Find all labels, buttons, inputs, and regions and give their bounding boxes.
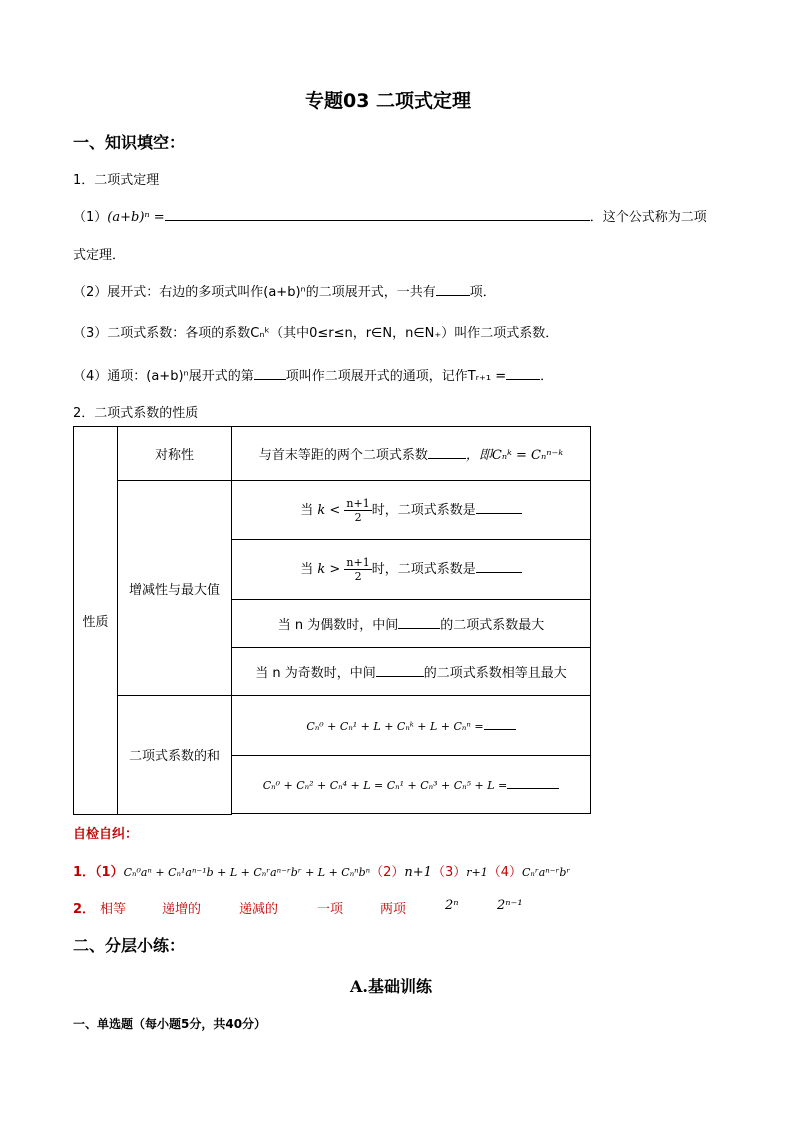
properties-table <box>73 426 591 815</box>
item1-line1-cont: 式定理． <box>73 248 126 263</box>
blank-mono2 <box>476 560 522 573</box>
selfcheck-heading: 自检自纠： <box>73 827 139 842</box>
answer2-item-3: 一项 <box>317 902 344 917</box>
page-title: 专题03 二项式定理 <box>305 90 472 112</box>
answer2-item-4: 两项 <box>380 902 407 917</box>
item1-heading: 1．二项式定理 <box>73 173 160 188</box>
cell-symmetry-label: 对称性 <box>118 427 232 481</box>
subsection-a: A.基础训练 <box>350 977 432 996</box>
item1-line1: （1）(a+b)ⁿ = ．这个公式称为二项 <box>73 210 707 225</box>
selfcheck-answer-1: 1．（1）Cₙ⁰aⁿ + Cₙ¹aⁿ⁻¹b + L + Cₙʳaⁿ⁻ʳbʳ + L + Cₙⁿbⁿ（2）n+1（3）r+1（4）Cₙʳaⁿ⁻ʳbʳ <box>73 865 571 880</box>
cell-monotonic-3: 当 n 为偶数时，中间 的二项式系数最大 <box>232 600 591 648</box>
blank-mono4 <box>376 664 424 677</box>
selfcheck-answer-2: 2． <box>73 902 96 917</box>
blank-sum2 <box>507 776 559 789</box>
item1-line2: （2）展开式：右边的多项式叫作(a+b)ⁿ的二项展开式，一共有 项． <box>73 285 496 300</box>
blank-mono1 <box>476 501 522 514</box>
answer2-item-2: 递减的 <box>239 902 279 917</box>
blank-count <box>436 283 470 296</box>
item1-line3: （3）二项式系数：各项的系数Cₙᵏ（其中0≤r≤n，r∈N，n∈N₊）叫作二项式系数． <box>73 326 559 341</box>
spacer-cell <box>232 814 591 815</box>
blank-term-index <box>254 367 286 380</box>
section-heading-2: 二、分层小练： <box>73 936 186 955</box>
blank-formula <box>165 208 590 221</box>
cell-sum-2: Cₙ⁰ + Cₙ² + Cₙ⁴ + L = Cₙ¹ + Cₙ³ + Cₙ⁵ + L = <box>232 756 591 814</box>
cell-monotonic-1: 当 k < $\frac{n+1}{2}$ 时，二项式系数是 <box>232 481 591 540</box>
part1-heading: 一、单选题（每小题5分，共40分） <box>73 1017 267 1031</box>
answer2-item-0: 相等 <box>100 902 127 917</box>
cell-properties: 性质 <box>74 427 118 815</box>
cell-monotonic-2: 当 k > $\frac{n+1}{2}$ 时，二项式系数是 <box>232 540 591 600</box>
blank-sum1 <box>484 717 516 730</box>
item2-heading: 2．二项式系数的性质 <box>73 406 199 421</box>
item1-line4: （4）通项：(a+b)ⁿ展开式的第 项叫作二项展开式的通项，记作Tᵣ₊₁ = ． <box>73 369 554 384</box>
cell-symmetry: 与首末等距的两个二项式系数 ，即Cₙᵏ = Cₙⁿ⁻ᵏ <box>232 427 591 481</box>
answer2-item-1: 递增的 <box>162 902 202 917</box>
blank-symmetry <box>428 446 466 459</box>
answer2-item-5: 2ⁿ <box>445 898 459 913</box>
answer2-item-6: 2ⁿ⁻¹ <box>497 898 523 913</box>
cell-sum-label: 二项式系数的和 <box>118 696 232 815</box>
section-heading-1: 一、知识填空： <box>73 133 186 152</box>
blank-mono3 <box>398 616 440 629</box>
blank-term <box>506 367 540 380</box>
cell-sum-1: Cₙ⁰ + Cₙ¹ + L + Cₙᵏ + L + Cₙⁿ = <box>232 696 591 756</box>
cell-monotonic-4: 当 n 为奇数时，中间 的二项式系数相等且最大 <box>232 648 591 696</box>
cell-monotonic-label: 增减性与最大值 <box>118 481 232 696</box>
